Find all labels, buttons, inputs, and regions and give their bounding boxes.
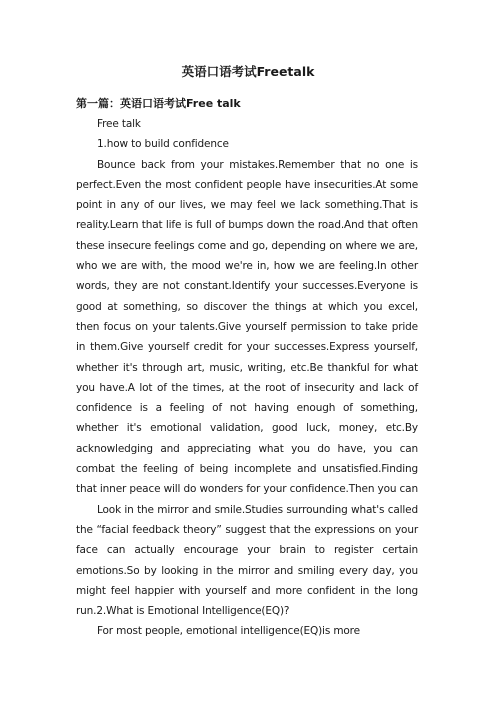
paragraph: 1.how to build confidence bbox=[97, 138, 229, 151]
paragraph: For most people, emotional intelligence(EQ)is more bbox=[97, 625, 360, 638]
paragraph: Free talk bbox=[97, 118, 141, 130]
paragraph: Bounce back from your mistakes.Remember that no one is perfect.Even the most confident people have insecurities.At some point in any of our lives, we may feel we lack something.That is reality.Learn that life is full of bumps down the road.And that often these insecure feelings come and go, depending on where we are, who we are with, the mood we're in, how we are feeling.In other words, they are not constant.Identify your successes.Everyone is good at something, so discover the things at which you excel, then focus on your talents.Give yourself permission to take pride in them.Give yourself credit for your successes.Express yourself, whether it's through art, music, writing, etc.Be thankful for what you have.A lot of the times, at the root of insecurity and lack of confidence is a feeling of not having enough of something, whether it's emotional validation, good luck, money, etc.By acknowledging and appreciating what you do have, you can combat the feeling of being incomplete and unsatisfied.Finding that inner peace will do wonders for your confidence.Then you can bbox=[76, 158, 418, 496]
section-heading: 第一篇：英语口语考试Free talk bbox=[76, 97, 241, 110]
paragraph: Look in the mirror and smile.Studies surrounding what's called the “facial feedback theory” suggest that the expressions on your face can actually encourage your brain to register certain emotions.So by looking in the mirror and smiling every day, you might feel happier with yourself and more confident in the long run.2.What is Emotional Intelligence(EQ)? bbox=[76, 503, 418, 618]
document-body bbox=[76, 114, 418, 642]
document-title: 英语口语考试Freetalk bbox=[181, 64, 315, 79]
